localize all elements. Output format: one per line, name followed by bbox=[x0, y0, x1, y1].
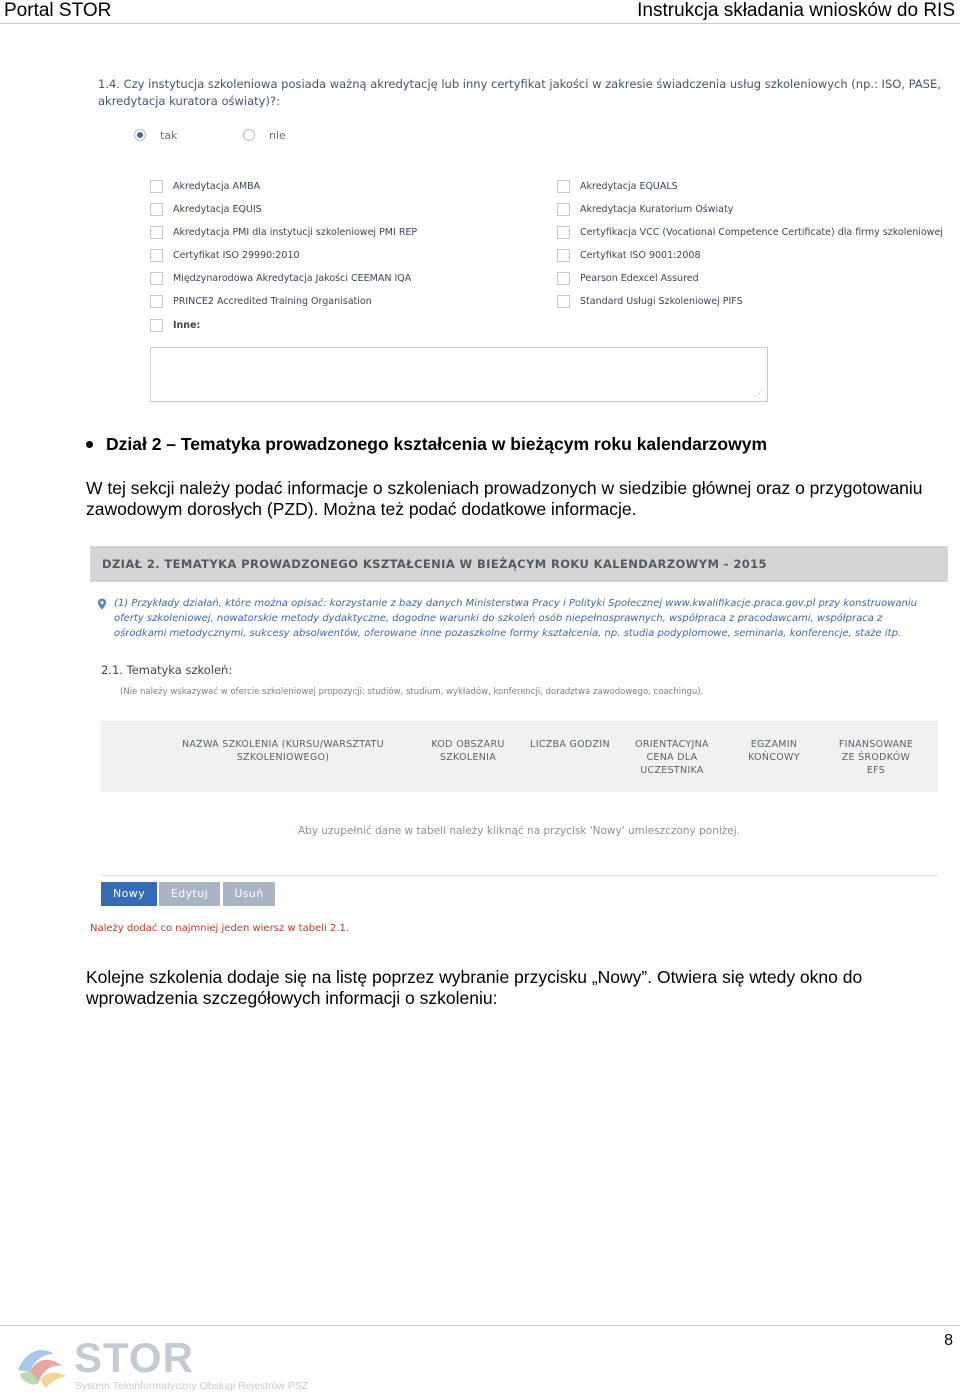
checkbox-label: Pearson Edexcel Assured bbox=[580, 272, 699, 284]
subsection-2-1-title: 2.1. Tematyka szkoleń: bbox=[101, 663, 233, 677]
screenshot-accreditation-form bbox=[92, 74, 952, 406]
stor-logo-icon bbox=[14, 1340, 70, 1390]
header-portal-name: Portal STOR bbox=[4, 0, 112, 21]
section2-title-bar bbox=[90, 546, 948, 582]
checkbox[interactable] bbox=[150, 249, 163, 262]
info-examples-text: (1) Przykłady działań, które można opisać: korzystanie z bazy danych Ministerstwa Pracy i Polityki Społecznej www.kwalifikacje.praca.gov.pl przy konstruowaniu oferty szkoleniowej, nowatorskie metody dydaktyczne, dogodne warunki do szkoleń osób niepełnosprawnych, współpraca z pracodawcami, współpraca z ośrodkami metodycznymi, sukcesy absolwentów, oferowane inne pozaszkolne formy kształcenia, np. studia podyplomowe, seminaria, konferencje, staże itp. bbox=[114, 598, 917, 639]
checkbox[interactable] bbox=[557, 226, 570, 239]
screenshot-section2-form bbox=[90, 546, 948, 940]
column-header-name: NAZWA SZKOLENIA (KURSU/WARSZTATU SZKOLENIOWEGO) bbox=[181, 739, 385, 763]
checkbox[interactable] bbox=[150, 226, 163, 239]
checkbox[interactable] bbox=[557, 295, 570, 308]
checkbox[interactable] bbox=[557, 272, 570, 285]
checkbox-label: Międzynarodowa Akredytacja Jakości CEEMAN IQA bbox=[173, 272, 412, 284]
divider bbox=[101, 875, 938, 876]
subsection-note: (Nie należy wskazywać w ofercie szkoleniowej propozycji: studiów, studium, wykładów, konferencji, doradztwa zawodowego, coachingu). bbox=[120, 687, 704, 697]
checkbox-label: Inne: bbox=[173, 319, 201, 331]
checkbox-label: Akredytacja PMI dla instytucji szkoleniowej PMI REP bbox=[173, 226, 418, 238]
checkbox-item[interactable] bbox=[150, 247, 300, 263]
section-paragraph-intro: W tej sekcji należy podać informacje o szkoleniach prowadzonych w siedzibie głównej oraz o przygotowaniu zawodowym dorosłych (PZD). Można też podać dodatkowe informacje. bbox=[86, 478, 923, 519]
radio-no-label: nie bbox=[269, 128, 286, 142]
radio-option-no[interactable] bbox=[243, 128, 286, 142]
checkbox-item[interactable] bbox=[557, 293, 743, 309]
delete-button[interactable]: Usuń bbox=[223, 882, 275, 906]
location-pin-icon bbox=[97, 598, 107, 610]
column-header-area-code: KOD OBSZARU SZKOLENIA bbox=[431, 739, 505, 763]
resize-grip-icon[interactable]: ⋰ bbox=[755, 389, 763, 398]
checkbox[interactable] bbox=[557, 203, 570, 216]
section-heading: Dział 2 – Tematyka prowadzonego kształcenia w bieżącym roku kalendarzowym bbox=[106, 434, 768, 454]
header-document-title: Instrukcja składania wniosków do RIS bbox=[637, 0, 955, 21]
table-empty-hint: Aby uzupełnić dane w tabeli należy kliknąć na przycisk 'Nowy' umieszczony poniżej. bbox=[297, 825, 740, 837]
edit-button[interactable]: Edytuj bbox=[159, 882, 220, 906]
checkbox-label: Standard Usługi Szkoleniowej PIFS bbox=[580, 295, 743, 307]
page-footer bbox=[0, 1325, 960, 1394]
checkbox[interactable] bbox=[150, 203, 163, 216]
checkbox-label: Akredytacja EQUIS bbox=[173, 203, 262, 215]
checkbox-label: Certyfikacja VCC (Vocational Competence Certificate) dla firmy szkoleniowej bbox=[580, 226, 943, 238]
checkbox-label: Certyfikat ISO 29990:2010 bbox=[173, 249, 300, 261]
new-button[interactable]: Nowy bbox=[101, 882, 157, 906]
section-paragraph-new-training: Kolejne szkolenia dodaje się na listę poprzez wybranie przycisku „Nowy”. Otwiera się wtedy okno do wprowadzenia szczegółowych informacji o szkoleniu: bbox=[86, 967, 863, 1008]
validation-error: Należy dodać co najmniej jeden wiersz w tabeli 2.1. bbox=[90, 923, 350, 934]
question-1-4: 1.4. Czy instytucja szkoleniowa posiada ważną akredytację lub inny certyfikat jakości w zakresie świadczenia usług szkoleniowych (np.: ISO, PASE, akredytacja kuratora oświaty)?: bbox=[98, 77, 941, 108]
column-header-hours: LICZBA GODZIN bbox=[530, 739, 610, 750]
bullet-icon bbox=[86, 441, 93, 448]
checkbox-label: Certyfikat ISO 9001:2008 bbox=[580, 249, 701, 261]
column-header-price: ORIENTACYJNA CENA DLA UCZESTNIKA bbox=[635, 739, 709, 776]
checkbox[interactable] bbox=[557, 249, 570, 262]
accreditation-radio-group bbox=[134, 128, 434, 142]
stor-logo-wordmark: STOR bbox=[74, 1334, 194, 1381]
checkbox[interactable] bbox=[150, 319, 163, 332]
page-number: 8 bbox=[944, 1332, 953, 1349]
checkbox[interactable] bbox=[150, 295, 163, 308]
checkbox[interactable] bbox=[150, 180, 163, 193]
checkbox-label: Akredytacja Kuratorium Oświaty bbox=[580, 203, 734, 215]
checkbox-item[interactable] bbox=[557, 247, 701, 263]
checkbox-label: PRINCE2 Accredited Training Organisation bbox=[173, 295, 372, 307]
checkbox-label: Akredytacja AMBA bbox=[173, 180, 261, 192]
radio-no-control[interactable] bbox=[243, 129, 255, 141]
section2-title: DZIAŁ 2. TEMATYKA PROWADZONEGO KSZTAŁCENIA W BIEŻĄCYM ROKU KALENDARZOWYM - 2015 bbox=[102, 557, 767, 571]
stor-logo-subtitle: System Teleinformatyczny Obsługi Rejestrów PSZ bbox=[75, 1380, 309, 1392]
checkbox-item[interactable] bbox=[150, 293, 372, 309]
checkbox-item[interactable] bbox=[150, 201, 262, 217]
column-header-exam: EGZAMIN KOŃCOWY bbox=[748, 739, 800, 763]
radio-option-yes[interactable] bbox=[134, 128, 177, 142]
checkbox[interactable] bbox=[150, 272, 163, 285]
radio-yes-label: tak bbox=[160, 128, 178, 142]
radio-yes-control[interactable] bbox=[134, 129, 146, 141]
checkbox-item[interactable] bbox=[557, 270, 699, 286]
checkbox-item[interactable] bbox=[150, 178, 260, 194]
checkbox-item[interactable] bbox=[150, 270, 411, 286]
column-header-efs: FINANSOWANE ZE ŚRODKÓW EFS bbox=[838, 739, 914, 776]
checkbox-item[interactable] bbox=[557, 201, 733, 217]
checkbox-label: Akredytacja EQUALS bbox=[580, 180, 678, 192]
page-header bbox=[0, 0, 960, 24]
checkbox-item[interactable] bbox=[557, 178, 678, 194]
checkbox-item[interactable] bbox=[150, 224, 417, 240]
checkbox-item[interactable] bbox=[557, 224, 943, 240]
checkbox-item-other[interactable] bbox=[150, 317, 200, 333]
trainings-table-header bbox=[101, 721, 938, 792]
checkbox[interactable] bbox=[557, 180, 570, 193]
other-accreditation-textarea[interactable] bbox=[150, 347, 768, 402]
